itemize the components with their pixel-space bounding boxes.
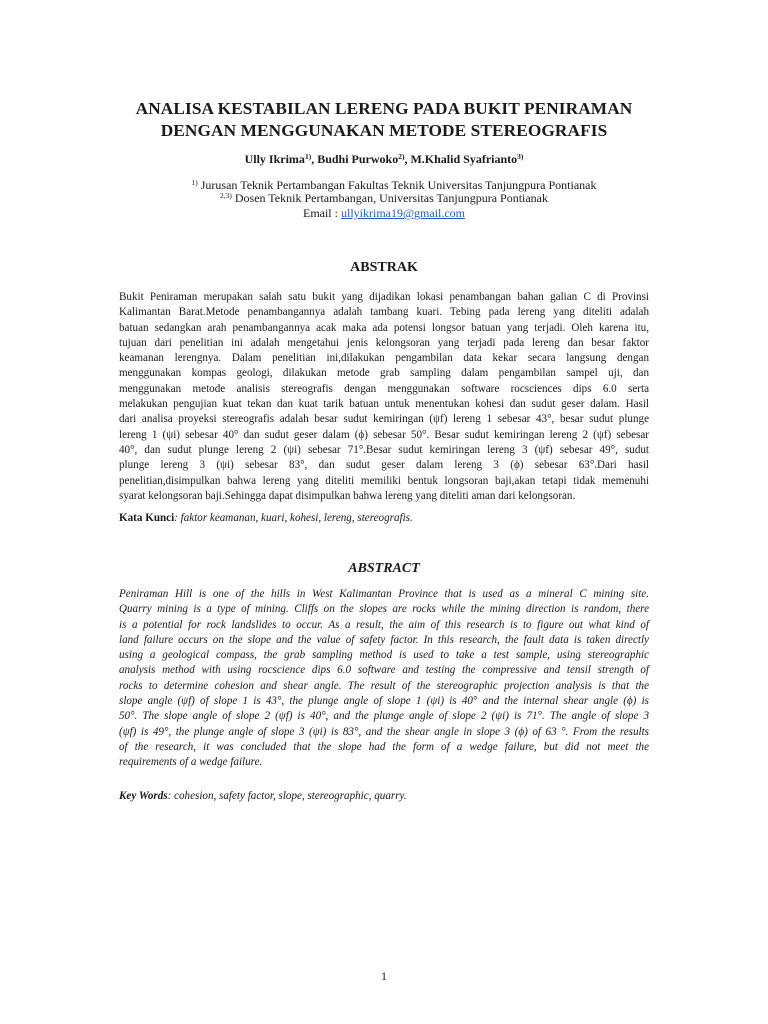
- abstrak-line: menggunakan kompas geologi, dilakukan metode grab sampling dalam pengambilan sampel uji, dan: [119, 367, 649, 380]
- abstrak-line: batuan sedangkan arah penambangannya acak maka ada potensi longsor batuan yang terjadi. Oleh karena itu,: [119, 321, 649, 334]
- abstrak-body: [119, 290, 649, 504]
- abstract-line: Peniraman Hill is one of the hills in West Kalimantan Province that is used as a mineral C mining site.: [119, 588, 649, 600]
- author-name: M.Khalid Syafrianto: [410, 152, 518, 166]
- author-list: Ully Ikrima$^{1)}$, Budhi Purwoko$^{2)}$, M.Khalid Syafrianto$^{3)}$: [244, 152, 524, 166]
- affiliation-superscript: 2,3): [219, 191, 232, 200]
- author-name: Ully Ikrima: [244, 152, 305, 166]
- abstrak-line: melakukan pengujian kuat tekan dan kuat tarik batuan untuk menentukan kohesi dan sudut geser dalam. Hasil: [119, 398, 649, 411]
- abstract-body: [119, 587, 649, 771]
- abstract-line: (ψf) is 49°, the plunge angle of slope 3 (ψi) is 83°, and the shear angle in slope 3 (ϕ) of 63 °. From the results: [119, 725, 649, 738]
- kata-kunci: [119, 511, 649, 526]
- abstrak-line: plunge lereng 3 (ψi) sebesar 83°, dan sudut geser dalam lereng 3 (ϕ) sebesar 63°.Dari hasil: [119, 459, 649, 472]
- abstrak-line: menggunakan metode analisis stereografis dengan menggunakan software rocsciences dips 6.0 serta: [119, 382, 649, 395]
- author-superscript: 2): [398, 152, 405, 161]
- abstrak-line: syarat kelongsoran baji.Sehingga dapat disimpulkan bahwa lereng yang diteliti aman dari kelongsoran.: [119, 489, 576, 502]
- page-number: 1: [381, 969, 387, 983]
- abstrak-heading: ABSTRAK: [350, 260, 418, 275]
- title-line-2: DENGAN MENGGUNAKAN METODE STEREOGRAFIS: [160, 121, 608, 140]
- abstract-heading: ABSTRACT: [348, 561, 420, 576]
- paper-title: [100, 98, 668, 142]
- author-superscript: 3): [517, 152, 524, 161]
- key-words-terms: : cohesion, safety factor, slope, stereographic, quarry.: [167, 790, 407, 802]
- email-link[interactable]: ullyikrima19@gmail.com: [340, 206, 466, 220]
- abstract-line: slope angle (ψf) of slope 1 is 43°, the plunge angle of slope 1 (ψi) is 40° and the internal shear angle (ϕ) is: [119, 695, 649, 708]
- abstract-line: is a potential for rock landslides to occur. As a result, the aim of this research is to figure out what kind of: [119, 618, 649, 631]
- abstrak-line: penelitian,disimpulkan bahwa lereng yang diteliti memiliki bentuk longsoran baji,akan tetapi tidak memenuhi: [119, 474, 649, 487]
- abstrak-line: 40°, dan sudut plunge lereng 2 (ψi) sebesar 71°.Besar sudut kemiringan lereng 3 (ψf) sebesar 49°, sudut: [119, 443, 649, 456]
- abstract-line: 50°. The slope angle of slope 2 (ψf) is 40°, and the plunge angle of slope 2 (ψi) is 71°. The angle of slope 3: [119, 710, 649, 723]
- affiliation-2: [100, 191, 668, 206]
- key-words-label: Key Words: [119, 790, 168, 802]
- abstract-line: analysis method with using rocscience dips 6.0 software and testing the compressive and tensil strength of: [119, 664, 649, 677]
- author-superscript: 1): [304, 152, 312, 161]
- abstrak-line: keamanan lerengnya. Dalam penelitian ini,dilakukan pengambilan data kekar secara langsung dengan: [119, 352, 649, 365]
- abstract-line: of the research, it was concluded that the slope had the form of a wedge failure, but did not meet the: [119, 740, 649, 753]
- title-line-1: ANALISA KESTABILAN LERENG PADA BUKIT PENIRAMAN: [135, 99, 633, 118]
- abstract-line: Quarry mining is a type of mining. Cliffs on the slopes are rocks while the mining direction is random, there: [119, 603, 649, 616]
- abstract-line: requirements of a wedge failure.: [119, 756, 263, 769]
- affiliation-text: Jurusan Teknik Pertambangan Fakultas Teknik Universitas Tanjungpura Pontianak: [200, 178, 597, 192]
- abstrak-line: lereng 1 (ψi) sebesar 40° dan sudut geser dalam (ϕ) sebesar 50°. Besar sudut kemiringan lereng 2 (ψf) sebesar: [119, 428, 649, 441]
- abstrak-line: Kalimantan Barat.Metode penambangannya adalah tambang kuari. Tebing pada lereng yang diteliti adalah: [119, 306, 649, 319]
- abstract-line: using a geological compass, the grab sampling method is used to take a test sample, using stereographic: [119, 649, 649, 662]
- abstract-line: rocks to determine cohesion and shear angle. The result of the stereographic projection analysis is that the: [119, 679, 649, 692]
- key-words: [119, 789, 649, 804]
- email-label: Email :: [302, 206, 341, 220]
- abstrak-line: tujuan dari penelitian ini adalah mengetahui jenis kelongsoran yang terjadi pada lereng dan besar faktor: [119, 336, 649, 349]
- email-line: [100, 206, 668, 221]
- affiliation-superscript: 1): [191, 178, 198, 187]
- affiliation-text: Dosen Teknik Pertambangan, Universitas Tanjungpura Pontianak: [234, 191, 549, 205]
- abstrak-line: Bukit Peniraman merupakan salah satu bukit yang dijadikan lokasi penambangan bahan galian C di Provinsi: [119, 291, 649, 303]
- abstract-line: land failure occurs on the slope and the value of safety factor. In this research, the fault data is taken directly: [119, 633, 649, 646]
- kata-kunci-terms: : faktor keamanan, kuari, kohesi, lereng, stereografis.: [174, 512, 413, 524]
- author-name: Budhi Purwoko: [317, 152, 399, 166]
- abstrak-line: dari analisa proyeksi stereografis adalah besar sudut kemiringan (ψf) lereng 1 sebesar 43°, besar sudut plunge: [119, 413, 649, 426]
- kata-kunci-label: Kata Kunci: [119, 512, 175, 524]
